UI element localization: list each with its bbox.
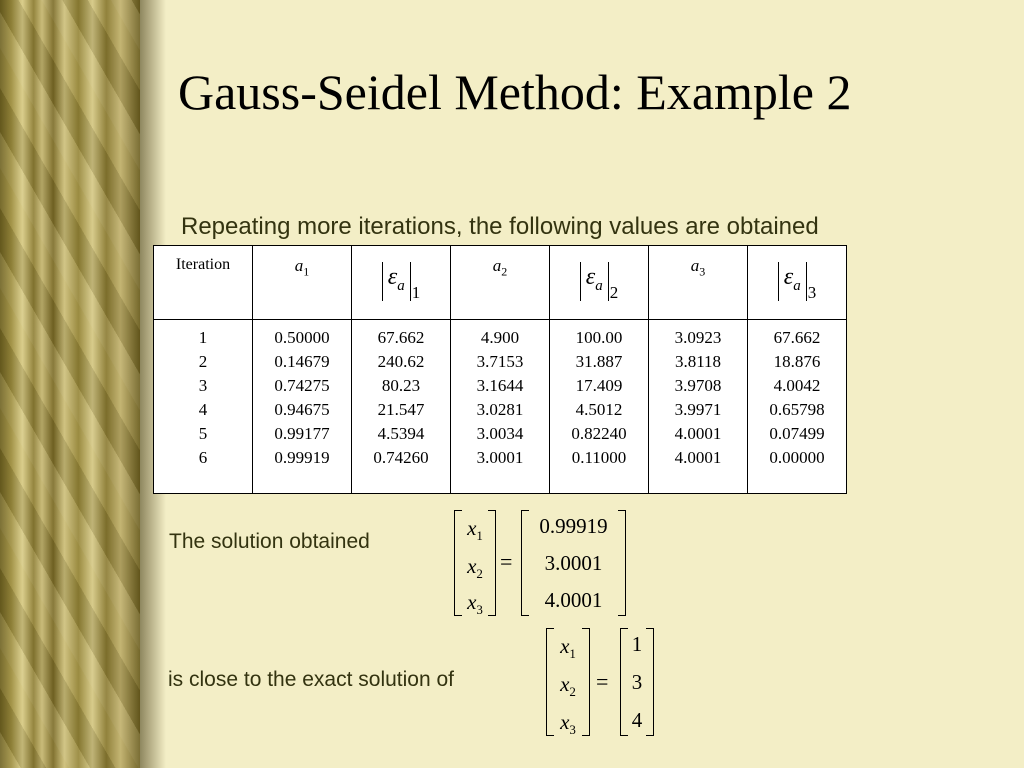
header-a1: $a_1$: [253, 246, 352, 320]
column-error-a1: [352, 320, 451, 494]
table-cell: 0.11000: [571, 448, 627, 467]
var-x1: $x_1$: [560, 634, 576, 662]
slide-subtitle: Repeating more iterations, the following values are obtained: [181, 213, 819, 240]
table-cell: 3.8118: [674, 352, 722, 371]
exact-values-matrix: [620, 628, 654, 736]
decorative-column: [0, 0, 140, 768]
table-cell: 0.74260: [373, 448, 429, 467]
header-iteration: Iteration: [154, 246, 253, 320]
column-error-a3: [748, 320, 847, 494]
table-cell: 100.00: [575, 328, 623, 347]
header-a3: $a_3$: [649, 246, 748, 320]
table-cell: 2: [198, 352, 208, 371]
table-cell: 3.0034: [476, 424, 524, 443]
exact-value: 3: [631, 670, 643, 694]
column-a3: [649, 320, 748, 494]
column-iteration: [154, 320, 253, 494]
table-cell: 0.74275: [274, 376, 330, 395]
table-cell: 4.0001: [674, 448, 722, 467]
table-cell: 0.50000: [274, 328, 330, 347]
column-error-a2: [550, 320, 649, 494]
abs-bars: $\varepsilon_a$: [580, 262, 609, 301]
table-cell: 240.62: [377, 352, 425, 371]
equals-sign: =: [596, 669, 609, 694]
var-x3: $x_3$: [560, 710, 576, 738]
exact-value: 4: [631, 708, 643, 732]
var-x1: $x_1$: [467, 516, 483, 544]
table-cell: 0.07499: [769, 424, 825, 443]
abs-bars: $\varepsilon_a$: [382, 262, 411, 301]
table-cell: 3.9971: [674, 400, 722, 419]
table-header-row: [154, 246, 847, 320]
table-cell: 3.1644: [476, 376, 524, 395]
header-error-a1: $\varepsilon_a$ 1: [352, 246, 451, 320]
var-x2: $x_2$: [467, 554, 483, 582]
table-cell: 4.5012: [575, 400, 623, 419]
solution-value: 0.99919: [539, 514, 608, 538]
table-cell: 4.900: [480, 328, 520, 347]
table-cell: 17.409: [575, 376, 623, 395]
solution-values-matrix: [521, 510, 626, 616]
table-cell: 5: [198, 424, 208, 443]
column-a1: [253, 320, 352, 494]
table-cell: 31.887: [575, 352, 623, 371]
column-a2: [451, 320, 550, 494]
table-cell: 4: [198, 400, 208, 419]
table-cell: 0.82240: [571, 424, 627, 443]
iteration-table: [153, 245, 847, 494]
table-cell: 0.14679: [274, 352, 330, 371]
table-cell: 21.547: [377, 400, 425, 419]
table-cell: 0.65798: [769, 400, 825, 419]
table-cell: 0.99919: [274, 448, 330, 467]
table-cell: 1: [198, 328, 208, 347]
table-cell: 6: [198, 448, 208, 467]
header-error-a2: $\varepsilon_a$ 2: [550, 246, 649, 320]
abs-bars: $\varepsilon_a$: [778, 262, 807, 301]
header-error-a3: $\varepsilon_a$ 3: [748, 246, 847, 320]
solution-vars-matrix: [454, 510, 496, 616]
slide-title: Gauss-Seidel Method: Example 2: [178, 64, 852, 120]
table-cell: 18.876: [773, 352, 821, 371]
table-cell: 0.99177: [274, 424, 330, 443]
table-cell: 3.7153: [476, 352, 524, 371]
table-cell: 4.5394: [377, 424, 425, 443]
table-cell: 67.662: [773, 328, 821, 347]
table-cell: 67.662: [377, 328, 425, 347]
header-a2: $a_2$: [451, 246, 550, 320]
solution-label: The solution obtained: [169, 530, 370, 553]
solution-value: 3.0001: [544, 551, 603, 575]
var-x3: $x_3$: [467, 590, 483, 618]
table-cell: 3.0001: [476, 448, 524, 467]
exact-vars-matrix: [546, 628, 590, 736]
table-cell: 0.94675: [274, 400, 330, 419]
table-cell: 80.23: [381, 376, 421, 395]
exact-value: 1: [631, 632, 643, 656]
table-cell: 4.0001: [674, 424, 722, 443]
table-cell: 3.0281: [476, 400, 524, 419]
table-cell: 4.0042: [773, 376, 821, 395]
solution-value: 4.0001: [544, 588, 603, 612]
table-cell: 3: [198, 376, 208, 395]
equals-sign: =: [500, 549, 513, 574]
table-body-row: [154, 320, 847, 494]
table-cell: 0.00000: [769, 448, 825, 467]
table-cell: 3.0923: [674, 328, 722, 347]
table-cell: 3.9708: [674, 376, 722, 395]
exact-label: is close to the exact solution of: [168, 668, 454, 691]
var-x2: $x_2$: [560, 672, 576, 700]
